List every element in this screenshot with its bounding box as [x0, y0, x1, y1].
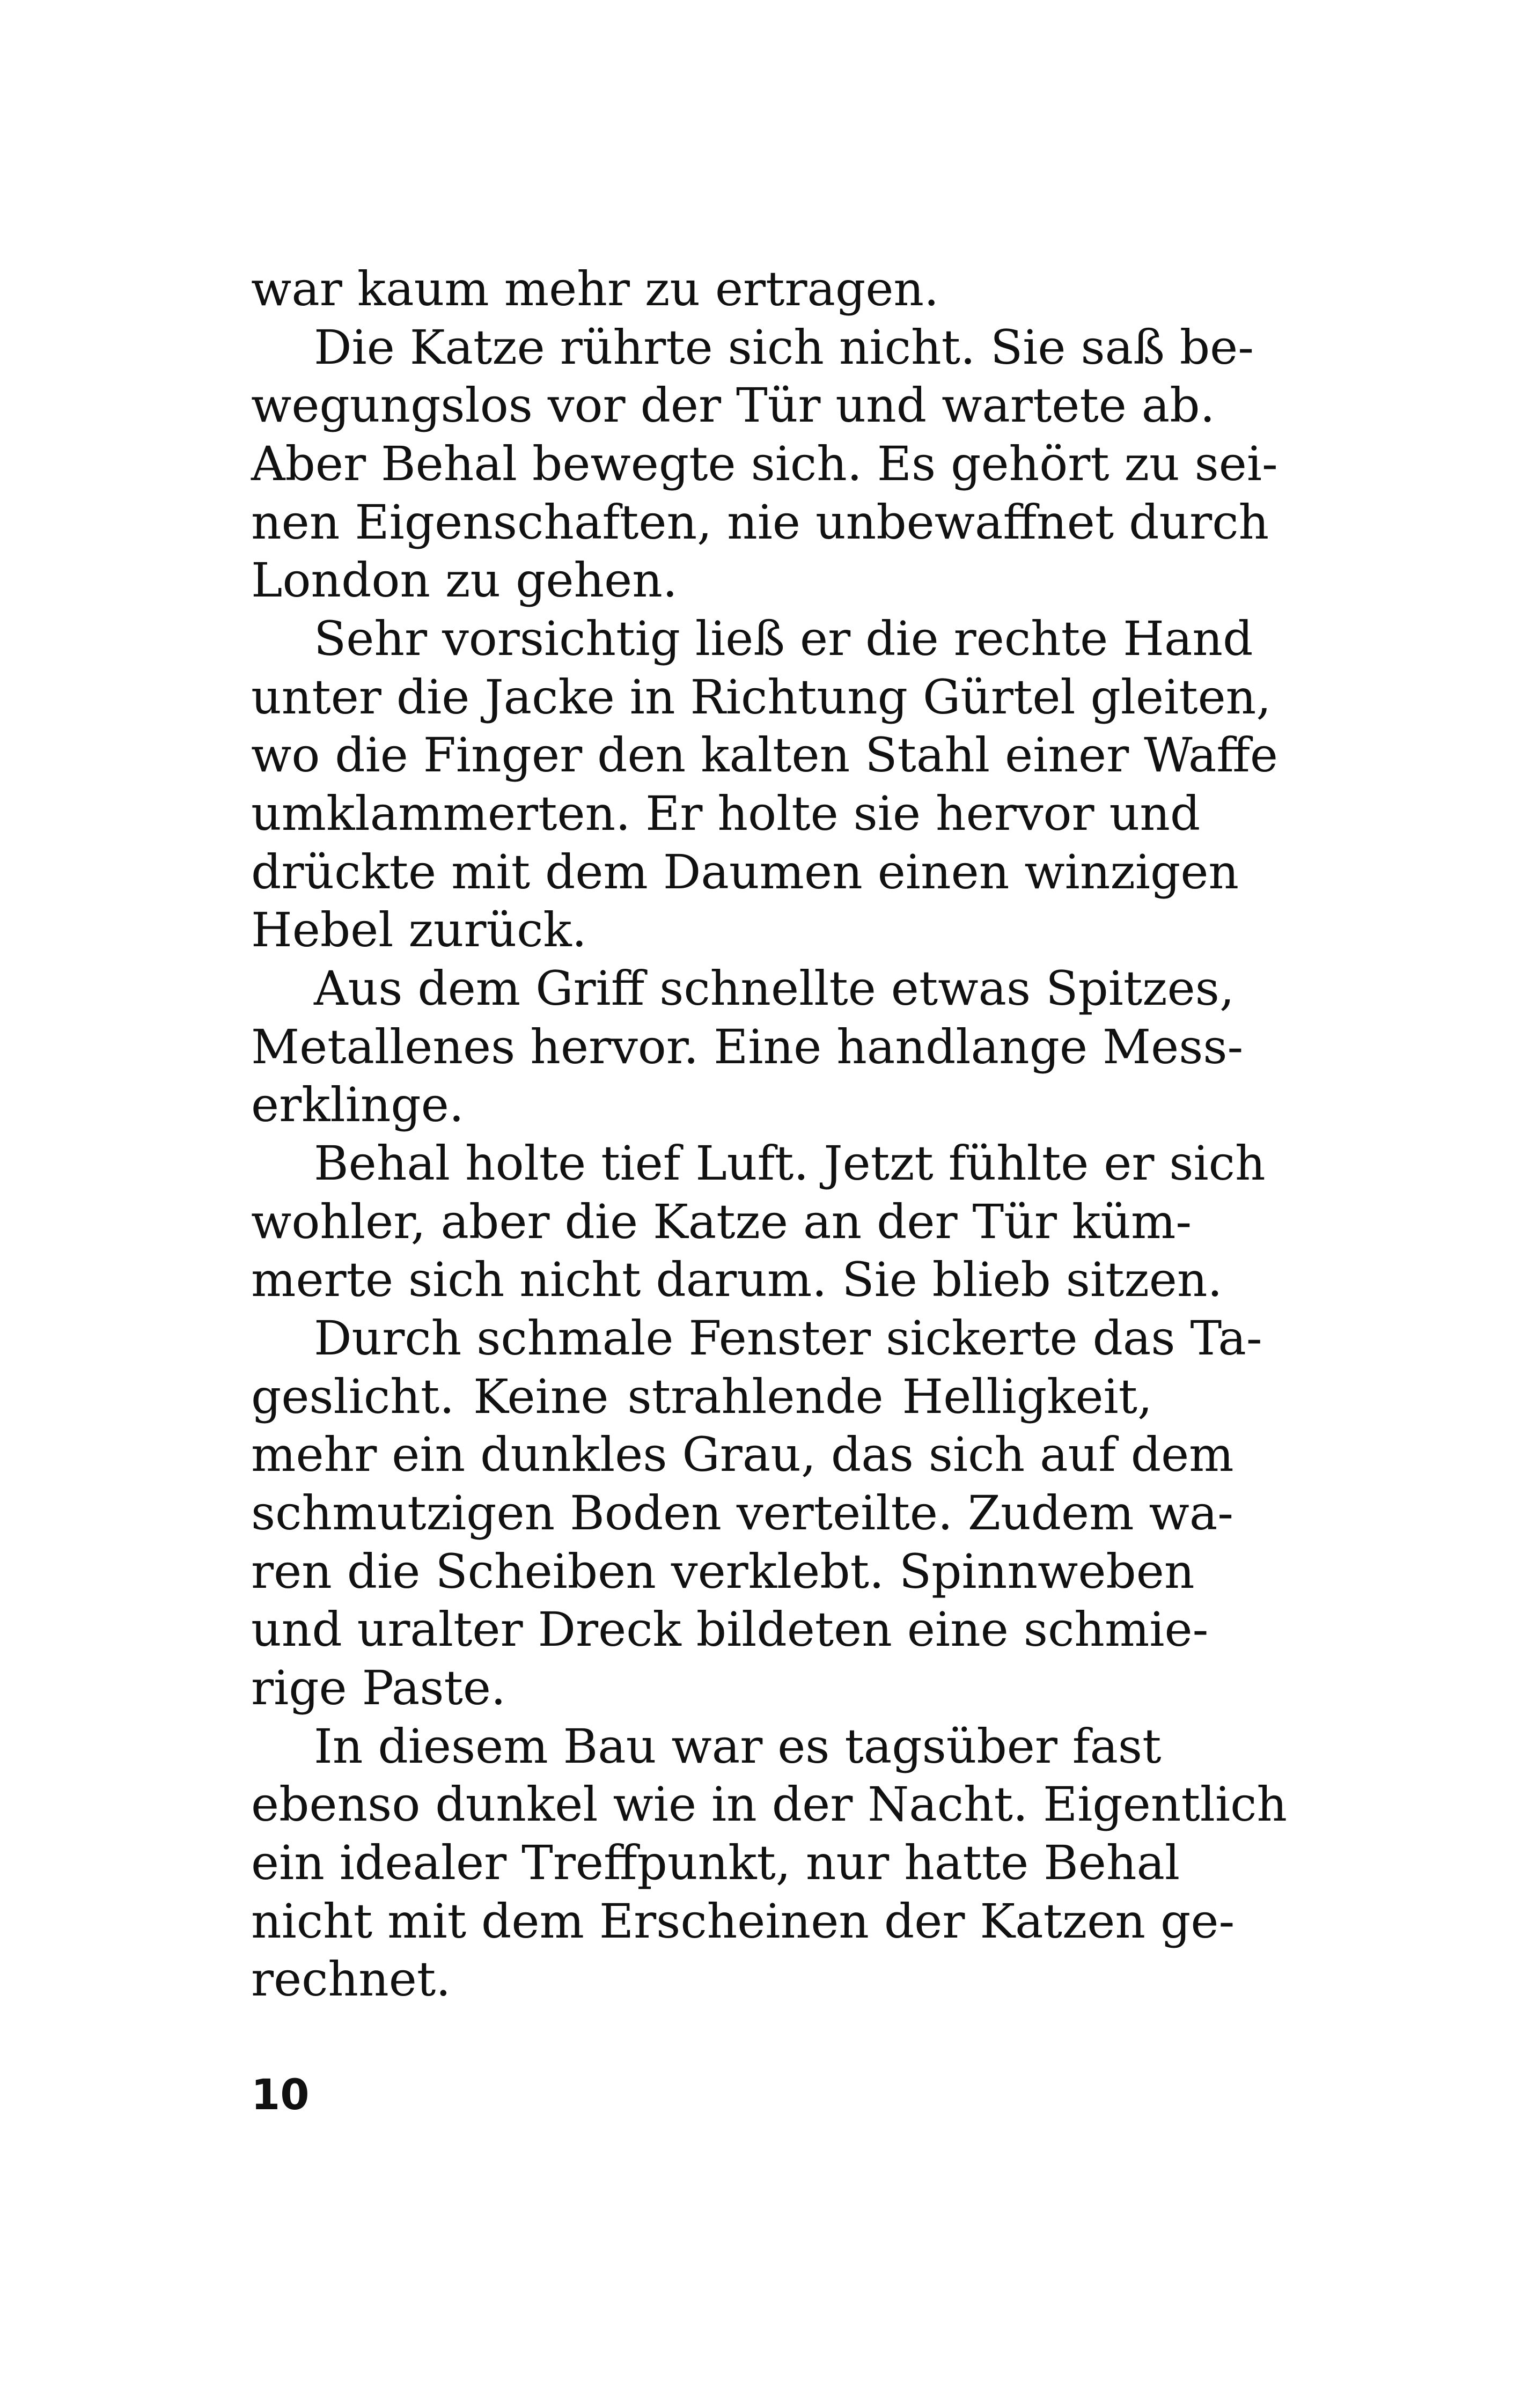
text-line: London zu gehen. — [251, 553, 678, 608]
text-line: ren die Scheiben verklebt. Spinnweben — [251, 1544, 1195, 1599]
text-line: wohler, aber die Katze an der Tür küm- — [251, 1194, 1192, 1249]
text-line: schmutzigen Boden verteilte. Zudem wa- — [251, 1485, 1234, 1541]
text-line: erklinge. — [251, 1077, 464, 1132]
text-line: Aber Behal bewegte sich. Es gehört zu sei- — [251, 436, 1278, 491]
text-line: unter die Jacke in Richtung Gürtel gleiten, — [251, 669, 1272, 725]
text-line: und uralter Dreck bildeten eine schmie- — [251, 1602, 1209, 1657]
paragraph-first-line: Aus dem Griff schnellte etwas Spitzes, — [314, 961, 1235, 1016]
text-line: nicht mit dem Erscheinen der Katzen ge- — [251, 1894, 1235, 1949]
text-line: geslicht. Keine strahlende Helligkeit, — [251, 1369, 1152, 1424]
text-line: Metallenes hervor. Eine handlange Mess- — [251, 1019, 1244, 1074]
paragraph-first-line: Die Katze rührte sich nicht. Sie saß be- — [314, 320, 1254, 375]
text-line: Hebel zurück. — [251, 902, 587, 958]
text-line: nen Eigenschaften, nie unbewaffnet durch — [251, 495, 1269, 550]
text-line: mehr ein dunkles Grau, das sich auf dem — [251, 1427, 1234, 1482]
text-line: rige Paste. — [251, 1660, 506, 1715]
text-line: merte sich nicht darum. Sie blieb sitzen. — [251, 1252, 1223, 1307]
text-line: war kaum mehr zu ertragen. — [251, 261, 939, 316]
page-number: 10 — [251, 2071, 310, 2119]
text-line: ebenso dunkel wie in der Nacht. Eigentlich — [251, 1777, 1288, 1832]
paragraph-first-line: In diesem Bau war es tagsüber fast — [314, 1719, 1162, 1774]
paragraph-first-line: Sehr vorsichtig ließ er die rechte Hand — [314, 611, 1253, 666]
text-line: wo die Finger den kalten Stahl einer Waffe — [251, 727, 1278, 783]
paragraph-first-line: Behal holte tief Luft. Jetzt fühlte er sich — [314, 1136, 1266, 1191]
text-line: umklammerten. Er holte sie hervor und — [251, 786, 1201, 841]
text-line: ein idealer Treffpunkt, nur hatte Behal — [251, 1835, 1180, 1890]
text-line: drückte mit dem Daumen einen winzigen — [251, 844, 1239, 900]
text-line: rechnet. — [251, 1952, 451, 2007]
paragraph-first-line: Durch schmale Fenster sickerte das Ta- — [314, 1310, 1262, 1366]
text-line: wegungslos vor der Tür und wartete ab. — [251, 378, 1215, 433]
